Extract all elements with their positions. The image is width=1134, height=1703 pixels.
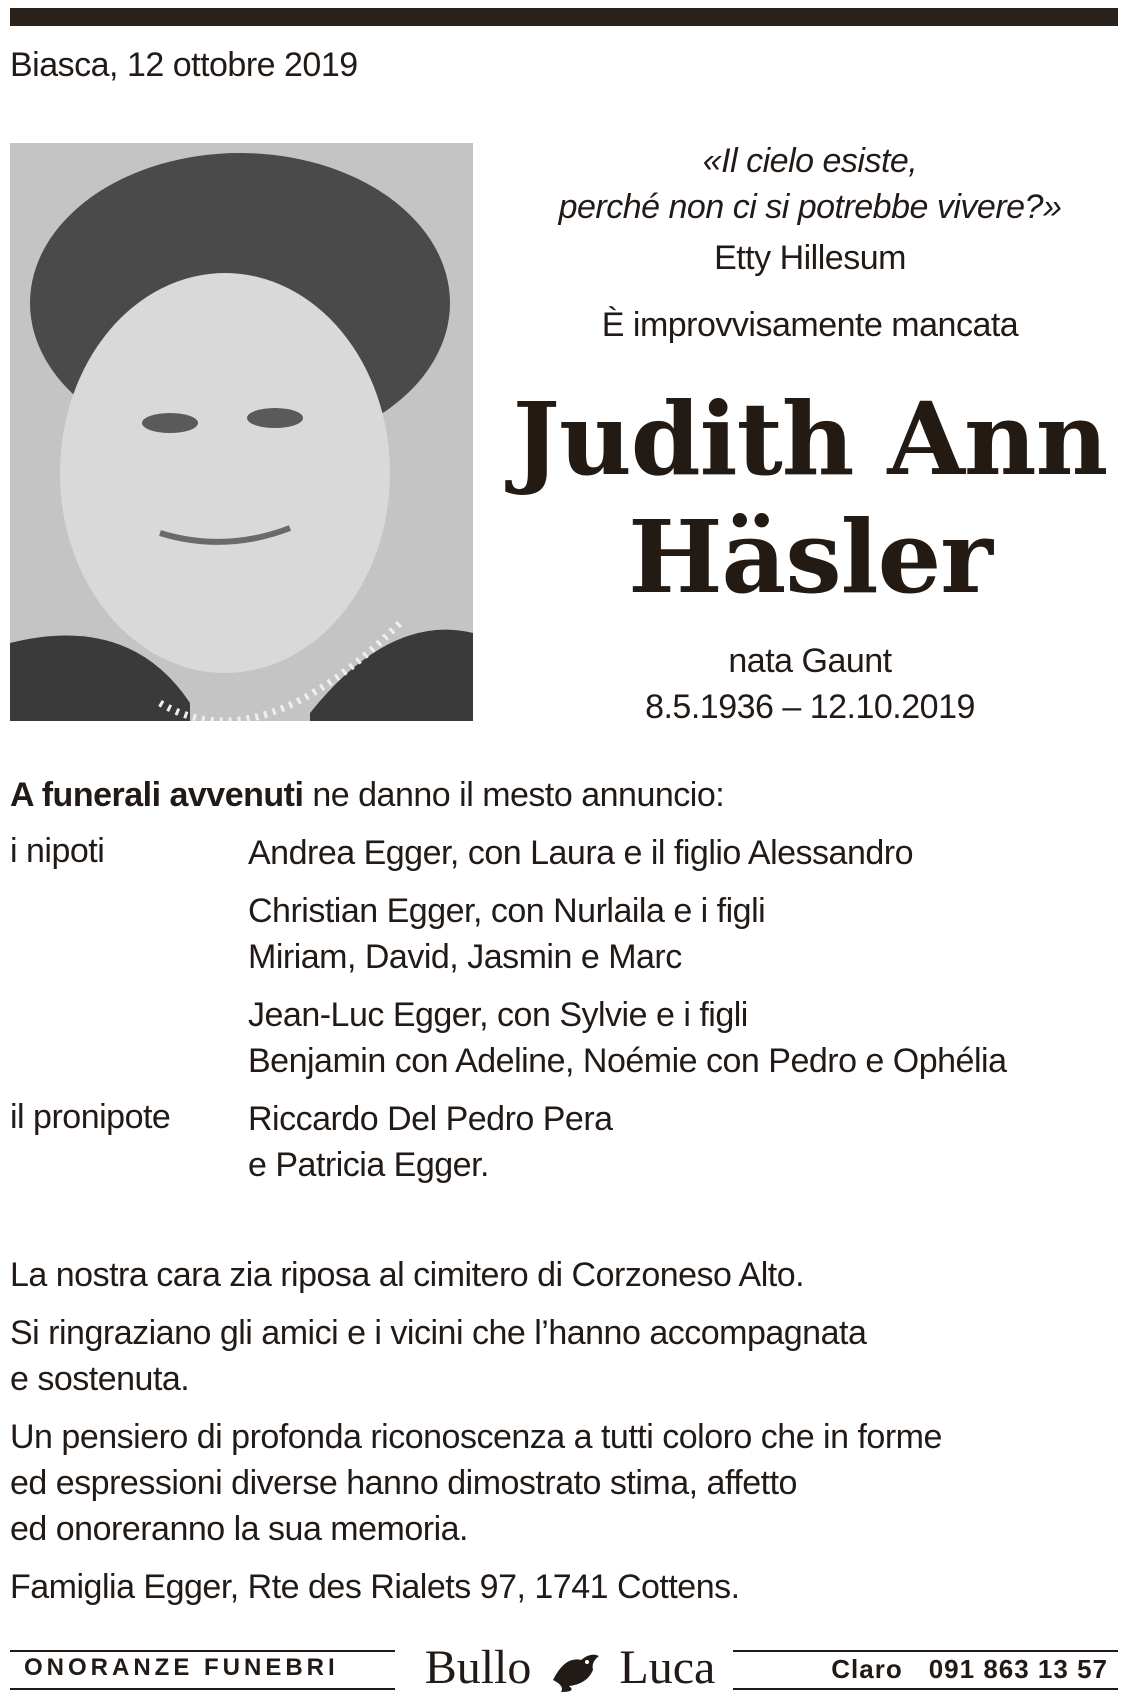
- paragraph-line: ed espressioni diverse hanno dimostrato stima, affetto: [10, 1464, 797, 1502]
- footer-city: Claro: [831, 1654, 903, 1684]
- footer-contact: [831, 1654, 1108, 1685]
- portrait-image: [10, 143, 473, 721]
- relative-line: Miriam, David, Jasmin e Marc: [248, 938, 682, 976]
- footer-rule: [10, 1688, 395, 1690]
- intro-text: È improvvisamente mancata: [601, 306, 1019, 344]
- announcement-bold: A funerali avvenuti: [10, 776, 304, 814]
- paragraph-line: Famiglia Egger, Rte des Rialets 97, 1741 Cottens.: [10, 1568, 740, 1606]
- relative-line: Andrea Egger, con Laura e il figlio Alessandro: [248, 834, 914, 872]
- paragraph-line: ed onoreranno la sua memoria.: [10, 1510, 468, 1548]
- footer-brand: [415, 1640, 725, 1696]
- footer-rule: [10, 1650, 395, 1652]
- paragraph-cemetery: [10, 1252, 804, 1298]
- announcement: [10, 776, 724, 815]
- portrait-photo: [10, 143, 473, 721]
- paragraph-line: Si ringraziano gli amici e i vicini che l’hanno accompagnata: [10, 1314, 867, 1352]
- paragraph-address: [10, 1564, 740, 1610]
- footer-phone: 091 863 13 57: [928, 1654, 1108, 1684]
- relative-line: Benjamin con Adeline, Noémie con Pedro e Ophélia: [248, 1042, 1007, 1080]
- deceased-name-line-1: Judith Ann: [512, 380, 1108, 498]
- relative-label-pronipote: il pronipote: [10, 1098, 171, 1136]
- life-dates: 8.5.1936 – 12.10.2019: [645, 688, 975, 726]
- quote-line-2: perché non ci si potrebbe vivere?»: [558, 188, 1062, 226]
- brand-name-right: Luca: [619, 1641, 716, 1694]
- born-as: nata Gaunt: [728, 642, 892, 680]
- footer-funeral-services: ONORANZE FUNEBRI: [24, 1654, 339, 1681]
- relative-entry: [248, 888, 765, 980]
- relative-line: Christian Egger, con Nurlaila e i figli: [248, 892, 766, 930]
- bird-icon: [547, 1650, 603, 1694]
- relative-entry: [248, 830, 913, 876]
- relative-line: Riccardo Del Pedro Pera: [248, 1100, 613, 1138]
- paragraph-line: La nostra cara zia riposa al cimitero di Corzoneso Alto.: [10, 1256, 805, 1294]
- paragraph-line: e sostenuta.: [10, 1360, 190, 1398]
- deceased-name: [500, 380, 1120, 616]
- relative-line: e Patricia Egger.: [248, 1146, 489, 1184]
- quote-block: [500, 138, 1120, 348]
- relative-line: Jean-Luc Egger, con Sylvie e i figli: [248, 996, 748, 1034]
- footer-rule: [733, 1650, 1118, 1652]
- relative-entry: [248, 992, 1006, 1084]
- relative-label-nipoti: i nipoti: [10, 832, 105, 870]
- deceased-name-line-2: Häsler: [628, 498, 992, 616]
- paragraph-gratitude: [10, 1414, 942, 1552]
- paragraph-thanks: [10, 1310, 866, 1402]
- paragraph-line: Un pensiero di profonda riconoscenza a tutti coloro che in forme: [10, 1418, 942, 1456]
- quote-line-1: «Il cielo esiste,: [702, 142, 918, 180]
- quote-author: Etty Hillesum: [714, 239, 906, 277]
- footer-rule: [733, 1688, 1118, 1690]
- brand-name-left: Bullo: [424, 1641, 532, 1694]
- announcement-rest: ne danno il mesto annuncio:: [303, 776, 725, 814]
- top-rule: [10, 8, 1118, 26]
- relative-entry: [248, 1096, 613, 1188]
- birth-info: [500, 638, 1120, 730]
- place-date: Biasca, 12 ottobre 2019: [10, 46, 358, 84]
- footer: [10, 1640, 1118, 1696]
